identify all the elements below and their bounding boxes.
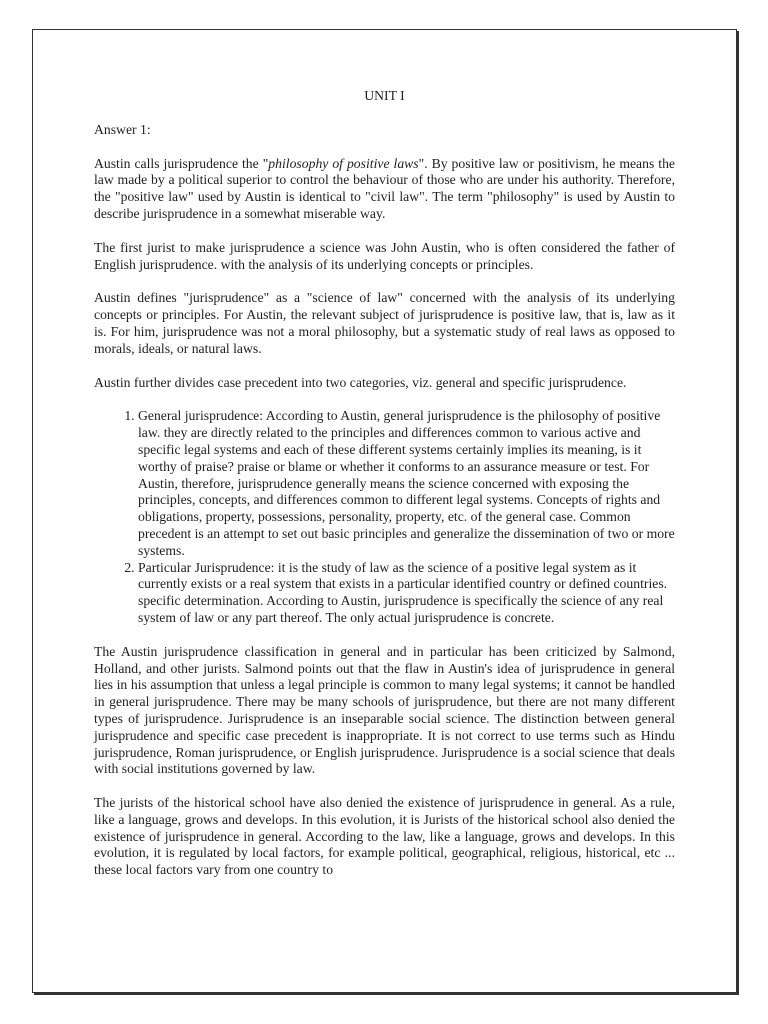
paragraph-1 [94, 156, 675, 223]
paragraph-3: Austin defines "jurisprudence" as a "science of law" concerned with the analysis of its underlying concepts or principles. For Austin, the relevant subject of jurisprudence is positive law, that is, law as it is. For him, jurisprudence was not a moral philosophy, but a systematic study of real laws as opposed to morals, ideals, or natural laws. [94, 290, 675, 356]
page-title: UNIT I [364, 88, 405, 103]
list-item-particular: 2. Particular Jurisprudence: it is the study of law as the science of a positive legal system as it currently exists or a real system that exists in a particular identified country or defined countries. specific determination. According to Austin, jurisprudence is specifically the science of any real system of law or any part thereof. The only actual jurisprudence is concrete. [138, 560, 675, 627]
paragraph-1-end: ". By positive law or positivism, he means the law made by a political superior to control the behaviour of those who are under his authority. Therefore, the "positive law" used by Austin is identical to "civil law". The term "philosophy" is used by Austin to describe jurisprudence in a somewhat miserable way. [94, 155, 675, 221]
jurisprudence-list [94, 408, 675, 626]
list-item-general: 1. General jurisprudence: According to Austin, general jurisprudence is the philosophy of positive law. they are directly related to the principles and differences common to various active and specific legal systems and each of these different systems certainly implies its meaning, is it worthy of praise? praise or blame or whether it conforms to an assurance measure or test. For Austin, therefore, jurisprudence generally means the science concerned with exposing the principles, concepts, and differences common to different legal systems. Concepts of rights and obligations, property, possessions, personality, property, etc. of the general case. Common precedent is an attempt to set out basic principles and generalize the dissemination of two or more systems. [138, 408, 675, 559]
paragraph-2: The first jurist to make jurisprudence a science was John Austin, who is often considered the father of English jurisprudence. with the analysis of its underlying concepts or principles. [94, 239, 675, 272]
answer-label: Answer 1: [94, 121, 151, 137]
paragraph-4: Austin further divides case precedent into two categories, viz. general and specific jurisprudence. [94, 374, 627, 390]
paragraph-1-start: Austin calls jurisprudence the " [94, 155, 269, 171]
paragraph-5: The Austin jurisprudence classification in general and in particular has been criticized by Salmond, Holland, and other jurists. Salmond points out that the flaw in Austin's idea of jurisprudence in general lies in his assumption that unless a legal principle is common to many legal systems; it cannot be handled in general jurisprudence. There may be many schools of jurisprudence, but there are not many different types of jurisprudence. Jurisprudence is an inseparable social science. The distinction between general jurisprudence and specific case precedent is inappropriate. It is not correct to use terms such as Hindu jurisprudence, Roman jurisprudence, or English jurisprudence. Jurisprudence is a social science that deals with social institutions governed by law. [94, 643, 675, 777]
document-body [94, 88, 675, 896]
paragraph-6: The jurists of the historical school have also denied the existence of jurisprudence in general. As a rule, like a language, grows and develops. In this evolution, it is Jurists of the historical school also denied the existence of jurisprudence in general. According to the law, like a language, grows and develops. In this evolution, it is regulated by local factors, for example political, geographical, religious, historical, etc ... these local factors vary from one country to [94, 795, 675, 878]
italic-phrase: philosophy of positive laws [268, 155, 419, 171]
